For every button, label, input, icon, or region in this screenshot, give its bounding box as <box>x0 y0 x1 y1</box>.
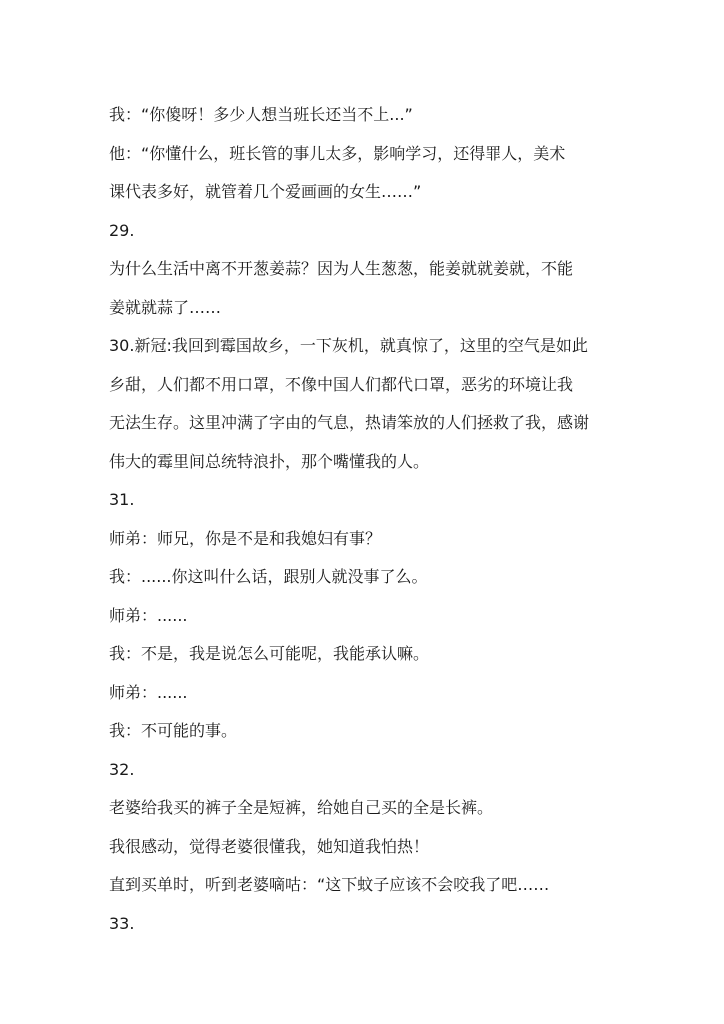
section-number: 29. <box>109 220 135 240</box>
text-line: 他：“你懂什么，班长管的事儿太多，影响学习，还得罪人，美术 <box>109 143 566 163</box>
text-line: 30.新冠:我回到霉国故乡，一下灰机，就真惊了，这里的空气是如此 <box>109 336 588 355</box>
text-line: 我：不可能的事。 <box>109 721 238 740</box>
text-line: 师弟：...... <box>109 605 188 625</box>
text-line: 乡甜，人们都不用口罩，不像中国人们都代口罩，恶劣的环境让我 <box>109 374 574 394</box>
text-line: 师弟：师兄，你是不是和我媳妇有事？ <box>109 528 382 548</box>
text-line: 为什么生活中离不开葱姜蒜？因为人生葱葱，能姜就就姜就，不能 <box>109 259 574 278</box>
text-line: 师弟：...... <box>109 682 188 702</box>
text-line: 直到买单时，听到老婆嘀咕：“这下蚊子应该不会咬我了吧…… <box>109 875 550 894</box>
text-line: 我：“你傻呀！多少人想当班长还当不上...” <box>109 105 413 124</box>
text-line: 无法生存。这里冲满了字由的气息，热请笨放的人们拯救了我，感谢 <box>109 413 590 432</box>
text-line: 伟大的霉里间总统特浪扑，那个嘴懂我的人。 <box>109 451 430 471</box>
text-line: 我：......你这叫什么话，跟别人就没事了么。 <box>109 567 428 586</box>
section-number: 31. <box>109 490 135 509</box>
text-line: 课代表多好，就管着几个爱画画的女生……” <box>109 182 422 201</box>
section-number: 33. <box>109 913 135 933</box>
text-line: 我很感动，觉得老婆很懂我，她知道我怕热！ <box>109 836 430 856</box>
document-body <box>109 96 624 943</box>
text-line: 姜就就蒜了…… <box>109 297 222 317</box>
text-line: 老婆给我买的裤子全是短裤，给她自己买的全是长裤。 <box>109 798 494 817</box>
text-line: 我：不是，我是说怎么可能呢，我能承认嘛。 <box>109 644 430 663</box>
section-number: 32. <box>109 759 135 779</box>
